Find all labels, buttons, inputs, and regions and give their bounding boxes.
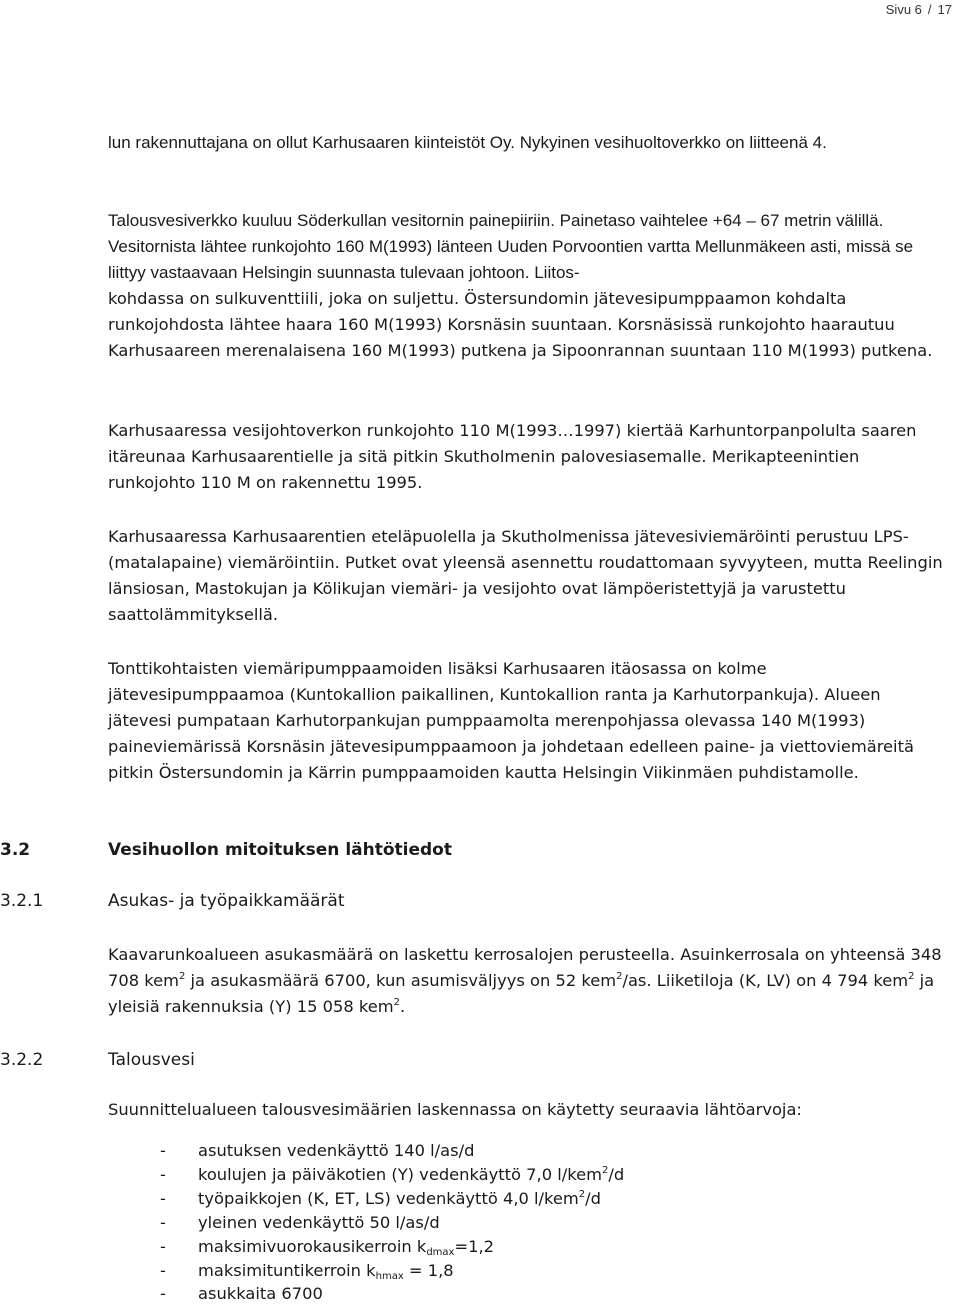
page-total: 17	[937, 2, 952, 17]
list-item: - asukkaita 6700	[160, 1284, 323, 1304]
list-item: - työpaikkojen (K, ET, LS) vedenkäyttö 4,0 l/kem$^2$/d	[160, 1188, 601, 1208]
section-number: 3.2	[0, 840, 31, 860]
section-title: Asukas- ja työpaikkamäärät	[108, 891, 345, 911]
list-item: - asutuksen vedenkäyttö 140 l/as/d	[160, 1141, 475, 1160]
section-number: 3.2.1	[0, 891, 44, 911]
water-parameters-list	[160, 1139, 624, 1306]
section-title: Vesihuollon mitoituksen lähtötiedot	[108, 840, 452, 860]
paragraph-population: Kaavarunkoalueen asukasmäärä on laskettu kerrosalojen perusteella. Asuinkerrosala on yhteensä 348 708 kem$^2$ ja asukasmäärä 6700, kun asumisväljyys on 52 kem$^2$/as. Liiketiloja (K, LV) on 4 794 kem$^2$ ja yleisiä rakennuksia (Y) 15 058 kem$^2$.	[108, 945, 942, 1016]
paragraph-karhusaari-mains: Karhusaaressa vesijohtoverkon runkojohto 110 M(1993…1997) kiertää Karhuntorpanpolulta saaren itäreunaa Karhusaarentielle ja sitä pitkin Skutholmenin palovesiasemalle. Merikapteenintien runkojohto 110 M on rakennettu 1995.	[108, 421, 917, 492]
list-item: - maksimituntikerroin $k_{hmax} = 1,8$	[160, 1260, 454, 1282]
paragraph-water-intro: Suunnittelualueen talousvesimäärien laskennassa on käytetty seuraavia lähtöarvoja:	[108, 1100, 802, 1119]
page-label: Sivu 6	[885, 2, 922, 17]
paragraph-network-intro: lun rakennuttajana on ollut Karhusaaren kiinteistöt Oy. Nykyinen vesihuoltoverkko on liitteenä 4.	[108, 133, 827, 152]
paragraph-water-network-b: kohdassa on sulkuventtiili, joka on suljettu. Östersundomin jätevesipumppaamon kohdalta runkojohdosta lähtee haara 160 M(1993) Korsnäsin suuntaan. Korsnäsissä runkojohto haarautuu Karhusaareen merenalaisena 160 M(1993) putkena ja Sipoonrannan suuntaan 110 M(1993) putkena.	[108, 289, 933, 360]
list-item: - koulujen ja päiväkotien (Y) vedenkäyttö 7,0 l/kem$^2$/d	[160, 1164, 625, 1184]
list-item: - yleinen vedenkäyttö 50 l/as/d	[160, 1212, 440, 1232]
paragraph-pumping-stations: Tonttikohtaisten viemäripumppaamoiden lisäksi Karhusaaren itäosassa on kolme jätevesipumppaamoa (Kuntokallion paikallinen, Kuntokallion ranta ja Karhutorpankuja). Alueen jätevesi pumpataan Karhutorpankujan pumppaamolta merenpohjassa olevassa 140 M(1993) paineviemärissä Korsnäsin jätevesipumppaamoon ja johdetaan edelleen paine- ja viettoviemäreitä pitkin Östersundomin ja Kärrin pumppaamoiden kautta Helsingin Viikinmäen puhdistamolle.	[108, 659, 914, 782]
list-item: - maksimivuorokausikerroin $k_{dmax}=1,2$	[160, 1236, 495, 1258]
paragraph-sewerage: Karhusaaressa Karhusaarentien eteläpuolella ja Skutholmenissa jätevesiviemäröinti perustuu LPS-(matalapaine) viemäröintiin. Putket ovat yleensä asennettu roudattomaan syvyyteen, mutta Reelingin länsiosan, Mastokujan ja Kölikujan viemäri- ja vesijohto ovat lämpöeristettyjä ja varustettu saattolämmityksellä.	[108, 527, 943, 624]
page-number	[886, 2, 952, 17]
section-number: 3.2.2	[0, 1050, 44, 1070]
section-title: Talousvesi	[108, 1050, 195, 1070]
page-separator: /	[927, 2, 932, 17]
paragraph-water-network-a: Talousvesiverkko kuuluu Söderkullan vesitornin painepiiriin. Painetaso vaihtelee +64 – 67 metrin välillä. Vesitornista lähtee runkojohto 160 M(1993) länteen Uuden Porvoontien vartta Mellunmäkeen asti, missä se liittyy vastaavaan Helsingin suunnasta tulevaan johtoon. Liitos-	[108, 211, 914, 282]
